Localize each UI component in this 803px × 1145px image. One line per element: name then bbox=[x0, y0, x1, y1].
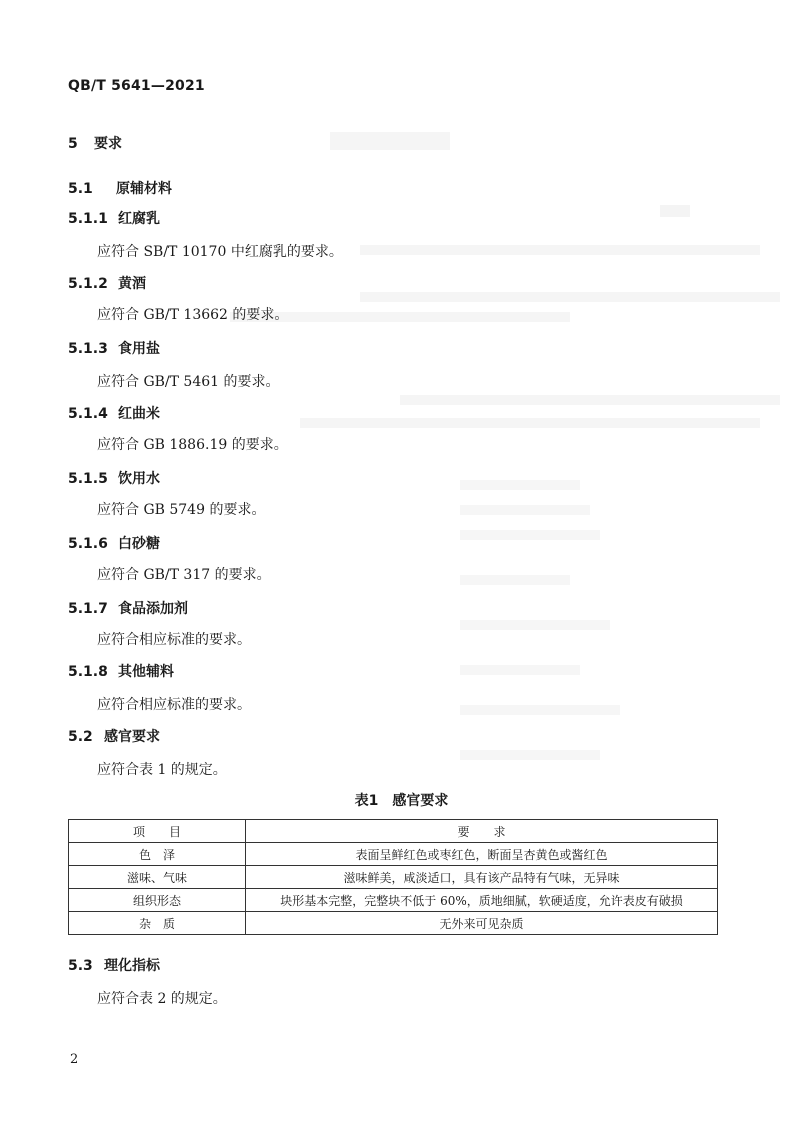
section-text-5-1-3: 应符合 GB/T 5461 的要求。 bbox=[97, 374, 280, 390]
section-number: 5.1.8 bbox=[68, 664, 108, 680]
table-cell-requirement: 表面呈鲜红色或枣红色，断面呈杏黄色或酱红色 bbox=[246, 843, 718, 866]
section-title: 其他辅料 bbox=[118, 664, 174, 680]
table-cell-item: 色 泽 bbox=[69, 843, 246, 866]
section-heading-5-2 bbox=[68, 726, 160, 746]
section-number: 5.1.3 bbox=[68, 341, 108, 357]
section-text-5-1-6: 应符合 GB/T 317 的要求。 bbox=[97, 567, 271, 583]
section-text-5-1-5: 应符合 GB 5749 的要求。 bbox=[97, 502, 266, 518]
section-text-5-3: 应符合表 2 的规定。 bbox=[97, 991, 227, 1007]
table-header-cell: 要 求 bbox=[246, 820, 718, 843]
section-title: 饮用水 bbox=[118, 471, 160, 487]
section-text-5-1-2: 应符合 GB/T 13662 的要求。 bbox=[97, 307, 289, 323]
section-number: 5.1 bbox=[68, 181, 93, 197]
table-cell-requirement: 无外来可见杂质 bbox=[246, 912, 718, 935]
section-text-5-1-7: 应符合相应标准的要求。 bbox=[97, 632, 251, 648]
section-title: 红腐乳 bbox=[118, 211, 160, 227]
section-heading-5-3 bbox=[68, 955, 160, 975]
section-number: 5.1.4 bbox=[68, 406, 108, 422]
section-text-5-1-4: 应符合 GB 1886.19 的要求。 bbox=[97, 437, 288, 453]
table-row bbox=[69, 912, 718, 935]
section-heading-5-1-1 bbox=[68, 208, 160, 228]
table-row bbox=[69, 843, 718, 866]
section-title: 要求 bbox=[94, 136, 122, 152]
section-heading-5-1-4 bbox=[68, 403, 160, 423]
section-title: 红曲米 bbox=[118, 406, 160, 422]
section-number: 5.2 bbox=[68, 729, 93, 745]
section-heading-5-1-7 bbox=[68, 598, 188, 618]
table-cell-item: 滋味、气味 bbox=[69, 866, 246, 889]
table-caption: 表1 感官要求 bbox=[354, 793, 449, 809]
page-number: 2 bbox=[70, 1052, 79, 1067]
section-title: 理化指标 bbox=[104, 958, 160, 974]
table-cell-requirement: 块形基本完整，完整块不低于 60%，质地细腻，软硬适度，允许表皮有破损 bbox=[246, 889, 718, 912]
section-number: 5.1.5 bbox=[68, 471, 108, 487]
section-number: 5.1.6 bbox=[68, 536, 108, 552]
section-title: 白砂糖 bbox=[118, 536, 160, 552]
section-number: 5.1.2 bbox=[68, 276, 108, 292]
section-number: 5.1.1 bbox=[68, 211, 108, 227]
section-title: 黄酒 bbox=[118, 276, 146, 292]
section-title: 食品添加剂 bbox=[118, 601, 188, 617]
table-header-cell: 项 目 bbox=[69, 820, 246, 843]
table-cell-item: 杂 质 bbox=[69, 912, 246, 935]
table-row bbox=[69, 866, 718, 889]
section-number: 5 bbox=[68, 136, 78, 152]
section-heading-5-1-2 bbox=[68, 273, 146, 293]
section-text-5-1-1: 应符合 SB/T 10170 中红腐乳的要求。 bbox=[97, 244, 343, 260]
section-title: 原辅材料 bbox=[116, 181, 172, 197]
section-text-5-2: 应符合表 1 的规定。 bbox=[97, 762, 227, 778]
section-heading-5-1-8 bbox=[68, 661, 174, 681]
section-heading-5-1-3 bbox=[68, 338, 160, 358]
sensory-requirements-table bbox=[68, 819, 718, 935]
table-header-row bbox=[69, 820, 718, 843]
section-heading-5-1-5 bbox=[68, 468, 160, 488]
section-heading-5-1-6 bbox=[68, 533, 160, 553]
section-heading-5-1 bbox=[68, 178, 172, 198]
section-number: 5.1.7 bbox=[68, 601, 108, 617]
section-title: 感官要求 bbox=[104, 729, 160, 745]
table-cell-item: 组织形态 bbox=[69, 889, 246, 912]
standard-code: QB/T 5641—2021 bbox=[68, 78, 205, 94]
section-heading-5 bbox=[68, 133, 122, 153]
section-text-5-1-8: 应符合相应标准的要求。 bbox=[97, 697, 251, 713]
section-number: 5.3 bbox=[68, 958, 93, 974]
section-title: 食用盐 bbox=[118, 341, 160, 357]
table-cell-requirement: 滋味鲜美，咸淡适口，具有该产品特有气味，无异味 bbox=[246, 866, 718, 889]
table-row bbox=[69, 889, 718, 912]
